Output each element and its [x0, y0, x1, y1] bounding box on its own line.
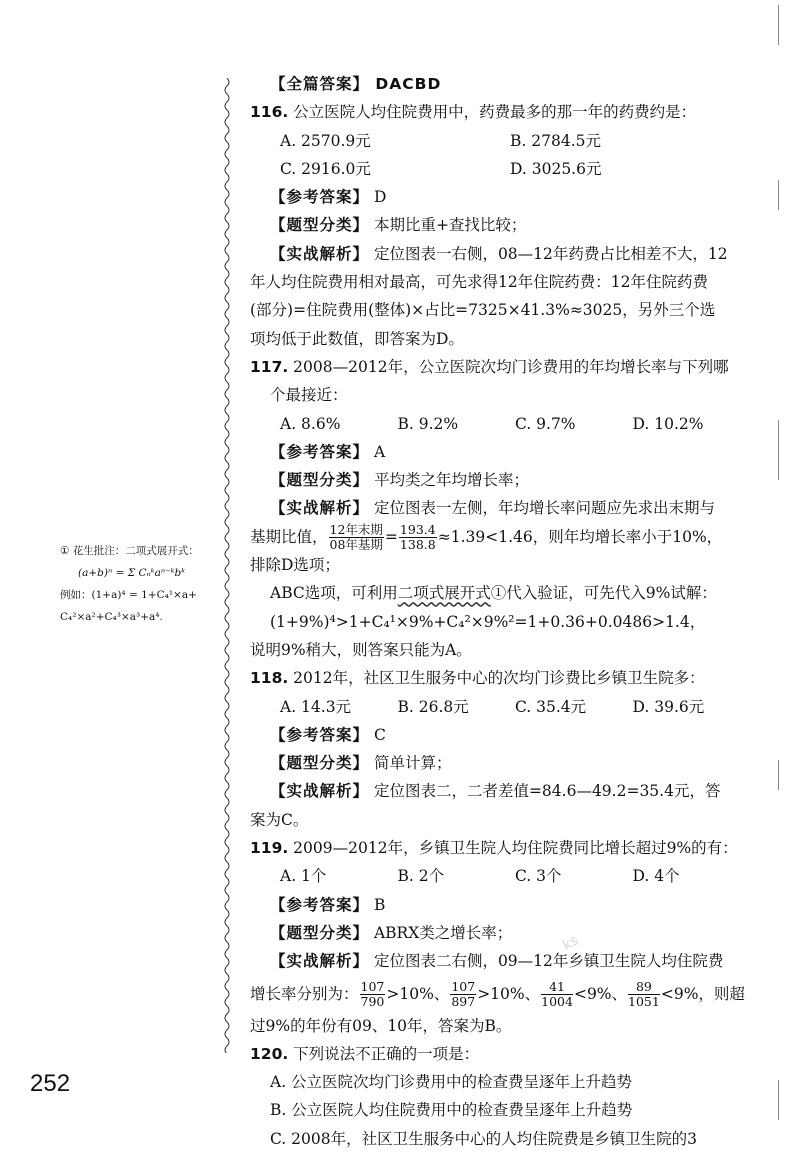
fraction: $\frac{193.4}{138.8}$	[399, 522, 436, 553]
q118-options	[250, 693, 750, 721]
question-120: 120. 下列说法不正确的一项是：	[250, 1044, 480, 1063]
q119-analysis-2: 增长率分别为： $\frac{107}{790}$ >10%、 $\frac{107}{897}$ >10%、 $\frac{41}{1004}$ <9%、 $\frac{89}{1051}$ <9%，则超	[250, 979, 745, 1009]
q118-type: 【题型分类】 简单计算；	[270, 754, 452, 773]
q116-analysis-1: 【实战解析】 定位图表一右侧，08—12年药费占比相差不大，12	[270, 244, 728, 263]
q120-option-a: A. 公立医院次均门诊费用中的检查费呈逐年上升趋势	[270, 1073, 633, 1092]
q118-option-c: C. 35.4元	[515, 697, 587, 716]
note-title: ① 花生批注：二项式展开式：	[60, 545, 199, 557]
question-117-cont: 个最接近：	[270, 386, 348, 405]
q118-answer: 【参考答案】 C	[270, 725, 386, 744]
q117-option-d: D. 10.2%	[632, 414, 704, 433]
edge-mark	[778, 1080, 779, 1120]
question-117: 117. 2008—2012年，公立医院次均门诊费用的年均增长率与下列哪	[250, 357, 729, 376]
edge-mark	[778, 180, 779, 210]
question-116: 116. 公立医院人均住院费用中，药费最多的那一年的药费约是：	[250, 103, 697, 122]
q118-analysis-2: 案为C。	[250, 810, 309, 829]
page-number: 252	[30, 1070, 71, 1097]
q118-option-b: B. 26.8元	[397, 697, 469, 716]
fraction: $\frac{41}{1004}$	[541, 979, 573, 1009]
q116-option-c: C. 2916.0元	[280, 159, 371, 178]
note-example-2: C₄²×a²+C₄³×a³+a⁴.	[60, 611, 163, 623]
q120-option-b: B. 公立医院人均住院费用中的检查费呈逐年上升趋势	[270, 1101, 633, 1120]
fraction: $\frac{\text{12年末期}}{\text{08年基期}}$	[329, 522, 383, 553]
question-119: 119. 2009—2012年，乡镇卫生院人均住院费同比增长超过9%的有：	[250, 839, 738, 858]
q117-analysis-2: 基期比值， $\frac{\text{12年末期}}{\text{08年基期}}$ = $\frac{193.4}{138.8}$ ≈1.39<1.46，则年均增长率小于10%，	[250, 522, 723, 553]
q116-option-d: D. 3025.6元	[510, 159, 602, 178]
q117-answer: 【参考答案】 A	[270, 442, 386, 461]
q118-option-a: A. 14.3元	[280, 697, 352, 716]
note-formula: (a+b)ⁿ = Σ Cₙᵏaⁿ⁻ᵏbᵏ	[78, 567, 186, 579]
q117-analysis-4: ABC选项，可利用二项式展开式①代入验证，可先代入9%试解：	[270, 584, 717, 603]
q117-analysis-6: 说明9%稍大，则答案只能为A。	[250, 640, 472, 659]
wavy-underline-term: 二项式展开式	[397, 584, 491, 603]
q117-option-b: B. 9.2%	[397, 414, 459, 433]
watermark: ks	[560, 932, 582, 954]
q117-option-a: A. 8.6%	[280, 414, 341, 433]
q118-analysis-1: 【实战解析】 定位图表二，二者差值=84.6—49.2=35.4元，答	[270, 782, 721, 801]
note-example-1: 例如：(1+a)⁴ = 1+C₄¹×a+	[60, 589, 197, 601]
fraction: $\frac{107}{897}$	[451, 979, 476, 1009]
q116-analysis-4: 项均低于此数值，即答案为D。	[250, 329, 464, 348]
q117-analysis-1: 【实战解析】 定位图表一左侧，年均增长率问题应先求出末期与	[270, 499, 715, 518]
q116-options-row1	[250, 127, 750, 155]
main-text	[250, 70, 750, 1153]
margin-wavy-line	[222, 78, 232, 1053]
q117-options	[250, 410, 750, 438]
q119-answer: 【参考答案】 B	[270, 895, 386, 914]
edge-mark	[778, 5, 779, 45]
q119-analysis-1: 【实战解析】 定位图表二右侧，09—12年乡镇卫生院人均住院费	[270, 952, 724, 971]
fraction: $\frac{107}{790}$	[360, 979, 385, 1009]
edge-mark	[778, 420, 779, 480]
edge-mark	[778, 760, 779, 790]
q119-option-b: B. 2个	[397, 867, 445, 886]
q116-answer: 【参考答案】 D	[270, 188, 387, 207]
q116-analysis-3: (部分)=住院费用(整体)×占比=7325×41.3%≈3025，另外三个选	[250, 301, 716, 320]
q119-type: 【题型分类】 ABRX类之增长率；	[270, 923, 513, 942]
fraction: $\frac{89}{1051}$	[628, 979, 660, 1009]
q119-option-a: A. 1个	[280, 867, 327, 886]
q116-analysis-2: 年人均住院费用相对最高，可先求得12年住院药费：12年住院药费	[250, 273, 708, 292]
q118-option-d: D. 39.6元	[632, 697, 705, 716]
full-answer-line: 【全篇答案】 DACBD	[270, 75, 442, 93]
q117-analysis-5: (1+9%)⁴>1+C₄¹×9%+C₄²×9%²=1+0.36+0.0486>1.4，	[270, 612, 706, 631]
q117-type: 【题型分类】 平均类之年均增长率；	[270, 471, 529, 490]
page-edge-marks	[776, 0, 782, 1131]
q116-option-a: A. 2570.9元	[280, 131, 371, 150]
q116-type: 【题型分类】 本期比重+查找比较；	[270, 216, 527, 235]
question-118: 118. 2012年，社区卫生服务中心的次均门诊费比乡镇卫生院多：	[250, 669, 705, 688]
q120-option-c: C. 2008年，社区卫生服务中心的人均住院费是乡镇卫生院的3	[270, 1129, 697, 1148]
q119-analysis-3: 过9%的年份有09、10年，答案为B。	[250, 1016, 512, 1035]
q117-option-c: C. 9.7%	[515, 414, 576, 433]
q119-option-d: D. 4个	[632, 867, 680, 886]
side-note	[60, 540, 220, 628]
q117-analysis-3: 排除D选项；	[250, 556, 340, 575]
q119-option-c: C. 3个	[515, 867, 562, 886]
q116-options-row2	[250, 155, 750, 183]
q116-option-b: B. 2784.5元	[510, 131, 601, 150]
